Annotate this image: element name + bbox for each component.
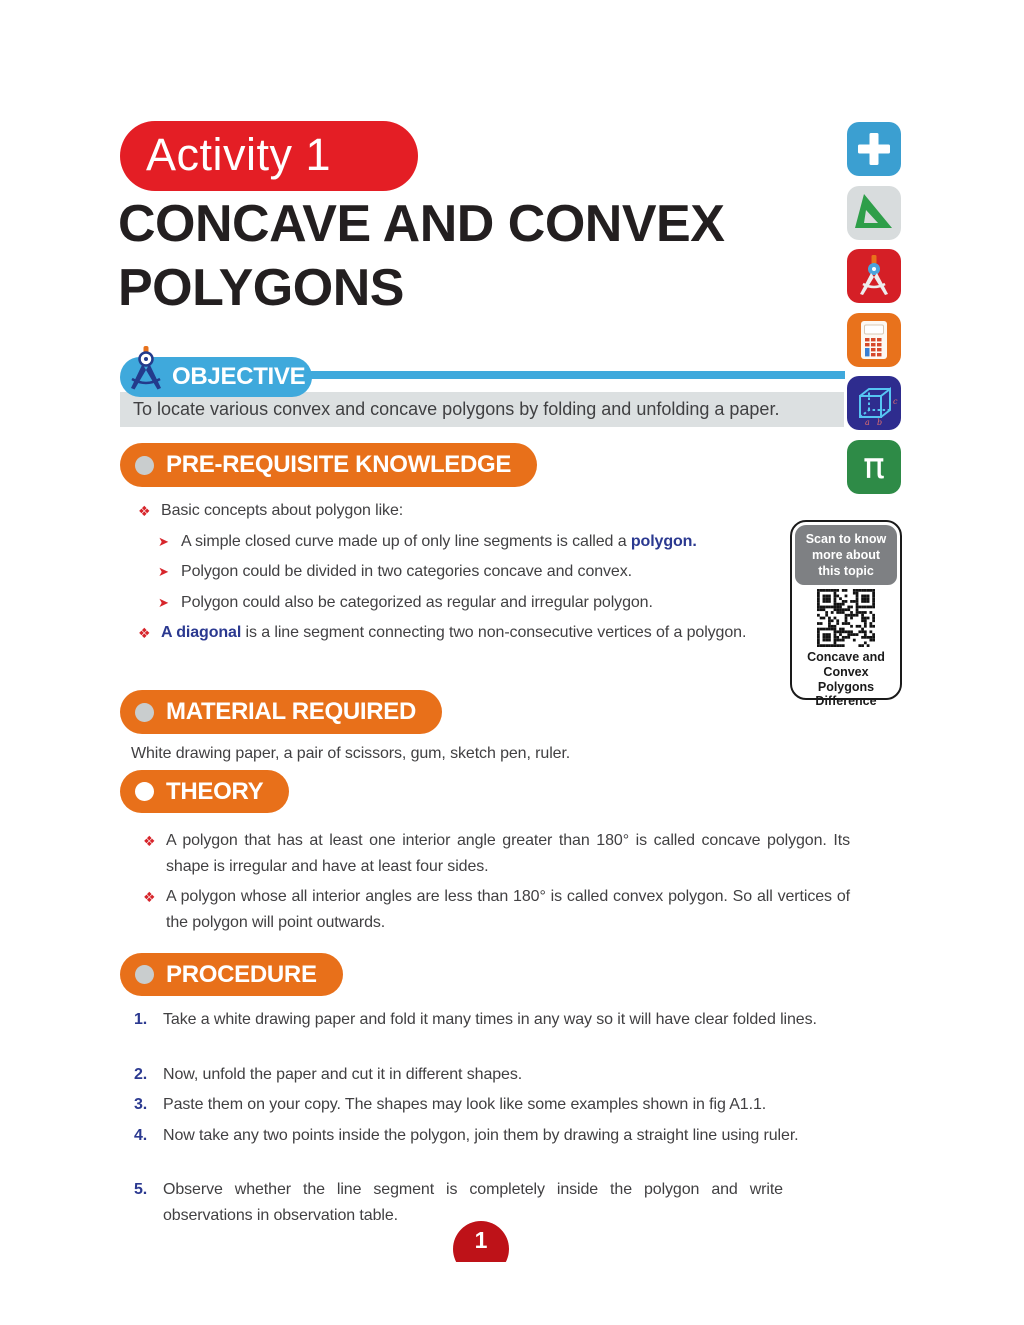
prerequisite-intro: Basic concepts about polygon like: <box>161 502 404 519</box>
diamond-bullet-icon: ❖ <box>143 890 156 906</box>
badge-dot <box>135 965 154 984</box>
prerequisite-sub-item <box>158 559 844 585</box>
step-number: 5. <box>134 1181 148 1198</box>
procedure-step <box>134 1092 847 1118</box>
page-number: 1 <box>474 1227 488 1253</box>
theory-text: A polygon that has at least one interior angle greater than 180° is called concave polygon. Its shape is irregular and have at least four sides. <box>166 832 850 875</box>
svg-text:b: b <box>877 418 883 427</box>
diagonal-definition <box>161 620 761 646</box>
step-number: 4. <box>134 1127 148 1144</box>
objective-text-bar <box>120 392 844 427</box>
svg-text:c: c <box>893 397 898 406</box>
procedure-heading: PROCEDURE <box>166 960 317 988</box>
set-square-glyph <box>847 186 901 240</box>
plus-glyph <box>847 122 901 176</box>
theory-item <box>143 884 850 936</box>
drafting-compass-icon <box>124 345 168 399</box>
step-text: Take a white drawing paper and fold it many times in any way so it will have clear folded lines. <box>163 1011 817 1028</box>
set-square-icon <box>847 186 901 240</box>
sub-item-emphasis: polygon. <box>630 533 697 550</box>
objective-heading: OBJECTIVE <box>172 363 306 390</box>
arrow-bullet-icon: ➤ <box>158 596 169 611</box>
procedure-step <box>134 1007 847 1033</box>
qr-code <box>817 589 875 647</box>
sub-item-body: A simple closed curve made up of only line segments is called a <box>181 533 631 550</box>
sub-item-body: Polygon could be divided in two categories concave and convex. <box>181 563 632 580</box>
material-heading: MATERIAL REQUIRED <box>166 698 417 725</box>
scan-qr-box <box>790 520 902 709</box>
material-text: White drawing paper, a pair of scissors, gum, sketch pen, ruler. <box>131 745 571 762</box>
step-number: 2. <box>134 1066 148 1083</box>
diamond-bullet-icon: ❖ <box>138 626 151 642</box>
procedure-heading-badge <box>120 953 343 996</box>
badge-dot <box>135 456 154 475</box>
badge-dot <box>135 703 154 722</box>
prerequisite-item <box>138 498 844 524</box>
badge-dot <box>135 782 154 801</box>
plus-icon <box>847 122 901 176</box>
diagonal-text: is a line segment connecting two non-consecutive vertices of a polygon. <box>241 624 747 641</box>
step-text: Observe whether the line segment is completely inside the polygon and write observations in observation table. <box>163 1181 783 1224</box>
calculator-glyph <box>847 313 901 367</box>
theory-heading-badge <box>120 770 289 813</box>
prerequisite-sub-item <box>158 590 844 616</box>
pi-icon <box>847 440 901 494</box>
activity-badge <box>120 121 418 191</box>
step-text: Now, unfold the paper and cut it in different shapes. <box>163 1066 523 1083</box>
procedure-step <box>134 1123 847 1149</box>
arrow-bullet-icon: ➤ <box>158 535 169 550</box>
sub-item-text <box>181 590 844 616</box>
step-text: Now take any two points inside the polygon, join them by drawing a straight line using ruler. <box>163 1127 799 1144</box>
prerequisite-item <box>138 620 844 646</box>
page-number-badge <box>452 1221 510 1262</box>
diagonal-emphasis: A diagonal <box>161 624 242 641</box>
procedure-step <box>134 1062 847 1088</box>
step-text: Paste them on your copy. The shapes may look like some examples shown in fig A1.1. <box>163 1096 767 1113</box>
cube-icon <box>847 376 901 430</box>
calculator-icon <box>847 313 901 367</box>
sub-item-text <box>181 529 844 555</box>
objective-rule <box>300 371 845 379</box>
scan-header: Scan to know more about this topic <box>795 525 897 585</box>
sub-item-text <box>181 559 844 585</box>
prerequisite-heading-badge <box>120 443 537 487</box>
step-number: 1. <box>134 1011 148 1028</box>
theory-item <box>143 828 850 880</box>
page-number-circle <box>453 1221 509 1262</box>
sub-item-body: Polygon could also be categorized as regular and irregular polygon. <box>181 594 653 611</box>
diamond-bullet-icon: ❖ <box>138 504 151 520</box>
pi-glyph: π <box>863 446 885 487</box>
compass-glyph <box>847 249 901 303</box>
arrow-bullet-icon: ➤ <box>158 565 169 580</box>
prerequisite-sub-item <box>158 529 844 555</box>
prerequisite-heading: PRE-REQUISITE KNOWLEDGE <box>166 451 512 478</box>
theory-text: A polygon whose all interior angles are less than 180° is called convex polygon. So all vertices of the polygon will point outwards. <box>166 888 850 931</box>
step-number: 3. <box>134 1096 148 1113</box>
page-title: CONCAVE AND CONVEX POLYGONS <box>118 195 725 318</box>
activity-badge-label: Activity 1 <box>146 129 332 180</box>
material-heading-badge <box>120 690 442 734</box>
cube-glyph <box>847 376 901 430</box>
theory-heading: THEORY <box>166 777 264 805</box>
svg-text:a: a <box>865 418 870 427</box>
drafting-compass-icon <box>847 249 901 303</box>
diamond-bullet-icon: ❖ <box>143 834 156 850</box>
scan-caption: Concave and Convex Polygons Difference <box>807 650 885 709</box>
objective-text: To locate various convex and concave polygons by folding and unfolding a paper. <box>133 399 780 419</box>
